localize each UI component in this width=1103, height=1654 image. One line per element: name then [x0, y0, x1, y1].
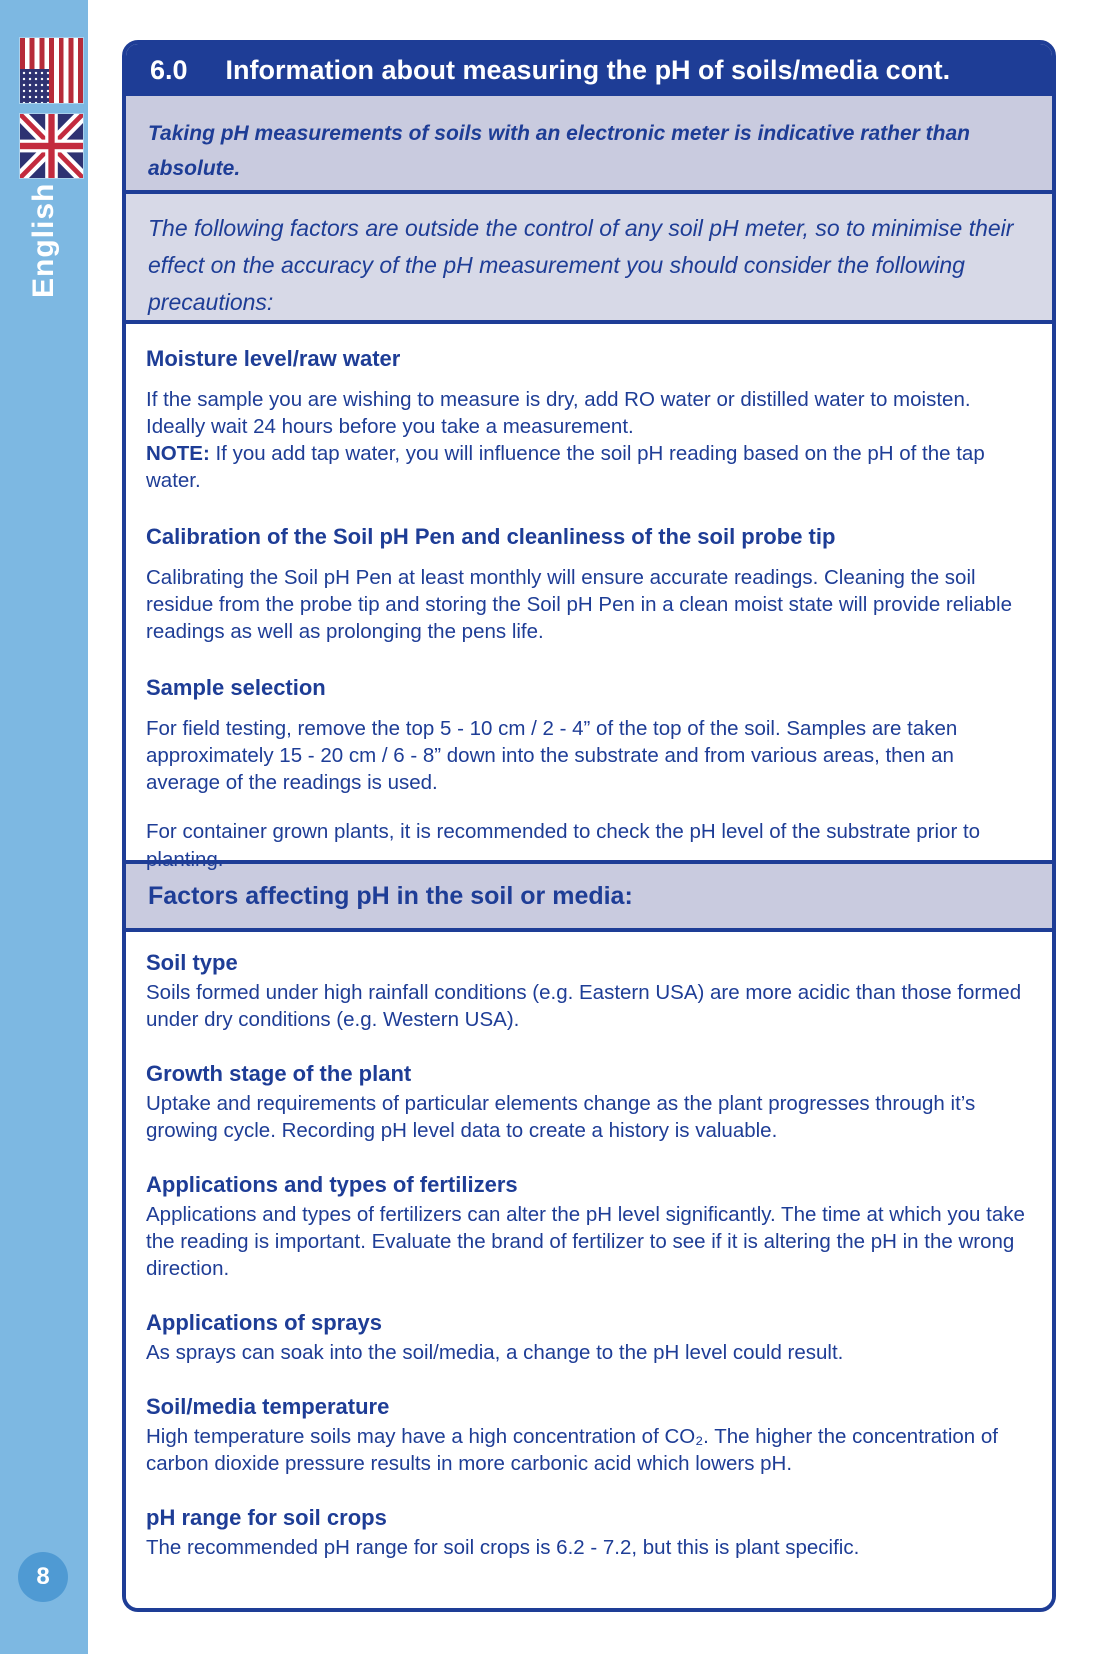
calibration-heading: Calibration of the Soil pH Pen and cleanliness of the soil probe tip: [146, 524, 836, 550]
temperature-body: High temperature soils may have a high concentration of CO₂. The higher the concentration of carbon dioxide pressure results in more carbonic acid which lowers pH.: [146, 1425, 998, 1476]
callout-factors-intro: [126, 190, 1052, 320]
page-number-badge: [18, 1552, 68, 1602]
growth-stage-body: Uptake and requirements of particular elements change as the plant progresses through it’s growing cycle. Recording pH level data to create a history is valuable.: [146, 1092, 976, 1143]
us-flag-canton: [20, 69, 49, 103]
note-label: NOTE:: [146, 442, 210, 466]
temperature-heading: Soil/media temperature: [146, 1394, 390, 1420]
section-title: Information about measuring the pH of soils/media cont.: [225, 54, 951, 85]
ph-range-heading: pH range for soil crops: [146, 1505, 387, 1531]
sprays-body: As sprays can soak into the soil/media, a change to the pH level could result.: [146, 1341, 844, 1365]
factors-section: [126, 928, 1052, 1608]
factors-banner-heading: Factors affecting pH in the soil or media:: [148, 881, 633, 910]
fertilizers-body: Applications and types of fertilizers can alter the pH level significantly. The time at which you take the reading is important. Evaluate the brand of fertilizer to see if it is altering the pH in the wrong direction.: [146, 1203, 1025, 1281]
calibration-body: Calibrating the Soil pH Pen at least monthly will ensure accurate readings. Cleaning the soil residue from the probe tip and storing the Soil pH Pen in a clean moist state will provide reliable readings as well as prolonging the pens life.: [146, 566, 1013, 644]
soil-type-body: Soils formed under high rainfall conditions (e.g. Eastern USA) are more acidic than those formed under dry conditions (e.g. Western USA).: [146, 981, 1022, 1032]
moisture-body: If the sample you are wishing to measure is dry, add RO water or distilled water to moisten. Ideally wait 24 hours before you take a measurement.: [146, 388, 971, 439]
factors-banner: [126, 860, 1052, 928]
precautions-section: [126, 320, 1052, 871]
section-header: [126, 44, 1052, 96]
callout-indicative: [126, 96, 1052, 190]
language-sidebar: [0, 0, 88, 1654]
sample-selection-heading: Sample selection: [146, 675, 326, 701]
note-text: If you add tap water, you will influence the soil pH reading based on the pH of the tap water.: [146, 442, 985, 493]
ph-range-body: The recommended pH range for soil crops is 6.2 - 7.2, but this is plant specific.: [146, 1536, 860, 1560]
moisture-note: [146, 440, 1026, 494]
sprays-heading: Applications of sprays: [146, 1310, 382, 1336]
moisture-heading: Moisture level/raw water: [146, 346, 401, 371]
uk-flag-icon: [20, 114, 83, 178]
section-number: 6.0: [150, 54, 188, 85]
callout-indicative-text: Taking pH measurements of soils with an electronic meter is indicative rather than absolute.: [148, 122, 970, 181]
us-flag-icon: [20, 38, 83, 103]
language-label: English: [27, 182, 60, 298]
content-panel: [122, 40, 1056, 1612]
container-plants-body: For container grown plants, it is recommended to check the pH level of the substrate prior to planting.: [146, 820, 981, 871]
sample-selection-body: For field testing, remove the top 5 - 10 cm / 2 - 4” of the top of the soil. Samples are taken approximately 15 - 20 cm / 6 - 8” down into the substrate and from various areas, then an average of the readings is used.: [146, 717, 958, 795]
callout-factors-intro-text: The following factors are outside the control of any soil pH meter, so to minimise their effect on the accuracy of the pH measurement you should consider the following precautions:: [148, 215, 1014, 315]
growth-stage-heading: Growth stage of the plant: [146, 1061, 412, 1087]
fertilizers-heading: Applications and types of fertilizers: [146, 1172, 518, 1198]
soil-type-heading: Soil type: [146, 950, 238, 975]
page-number: 8: [36, 1563, 50, 1590]
